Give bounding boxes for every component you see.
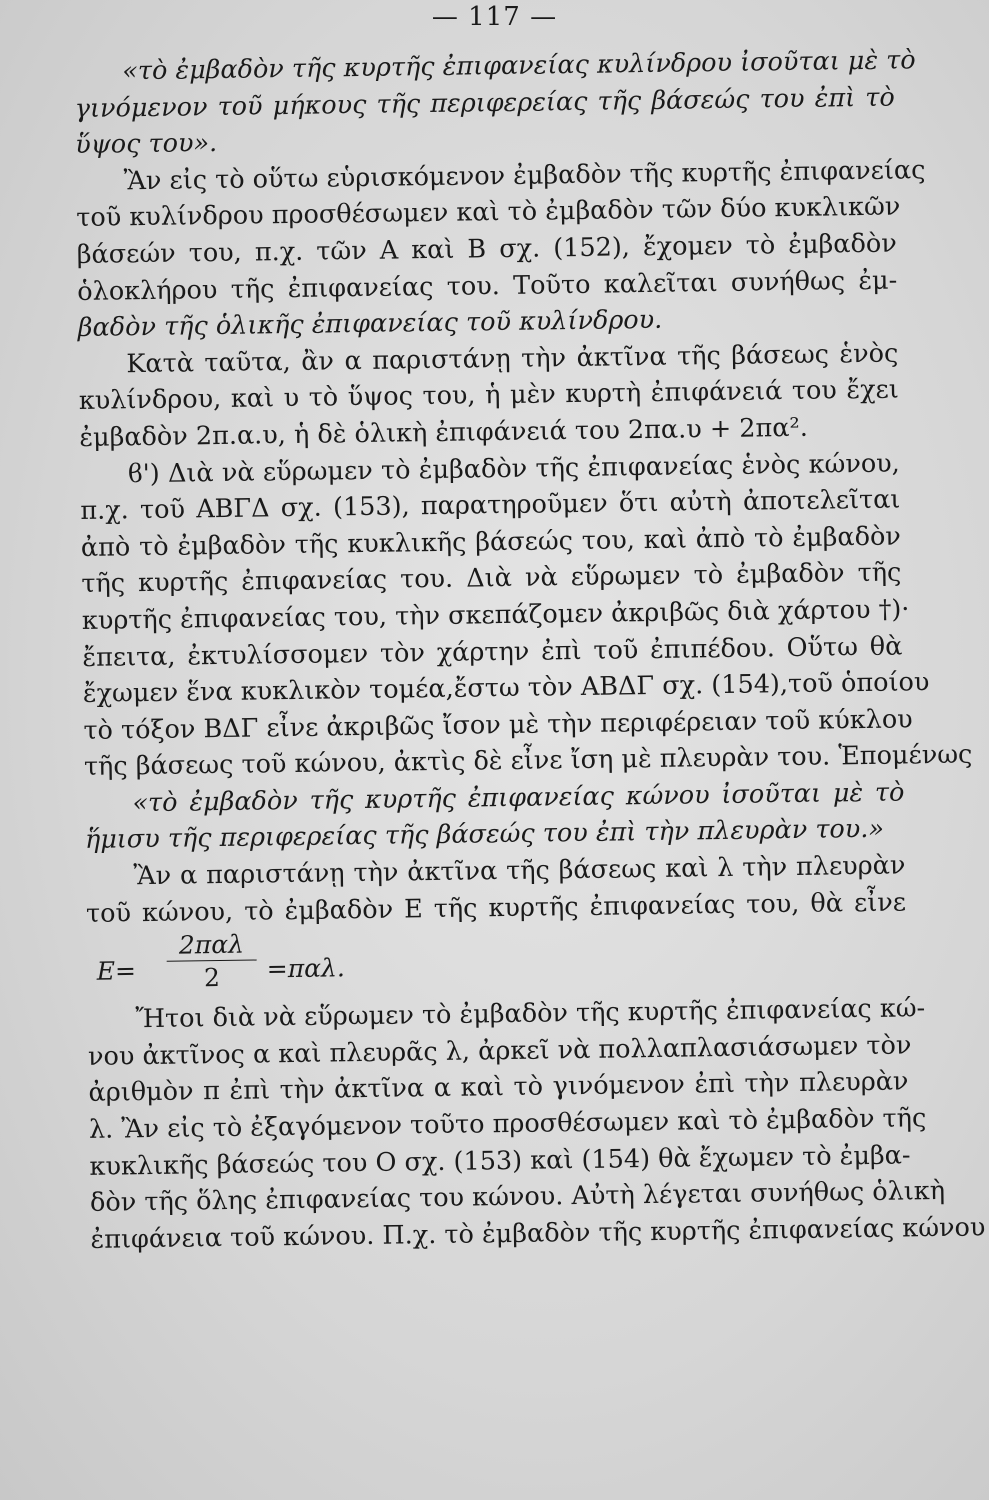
text-line: τῆς βάσεως τοῦ κώνου, ἀκτὶς δὲ εἶνε ἴση μὲ πλευρὰν του. Ἑπομένως: [83, 739, 973, 783]
text-line: Κατὰ ταῦτα, ἂν α παριστάνῃ τὴν ἀκτῖνα τῆς βάσεως ἑνὸς: [126, 338, 899, 380]
text-line: τοῦ κυλίνδρου προσθέσωμεν καὶ τὸ ἐμβαδὸν τῶν δύο κυκλικῶν: [76, 191, 901, 234]
text-line: ἀπὸ τὸ ἐμβαδὸν τῆς κυκλικῆς βάσεώς του, καὶ ἀπὸ τὸ ἐμβαδὸν: [80, 521, 902, 563]
text-line: ϐ') Διὰ νὰ εὕρωμεν τὸ ἐμβαδὸν τῆς ἐπιφανείας ἑνὸς κώνου,: [127, 448, 901, 489]
text-line: κυκλικῆς βάσεώς του Ο σχ. (153) καὶ (154) θὰ ἔχωμεν τὸ ἐμβα-: [89, 1140, 911, 1182]
text-line: Ἂν εἰς τὸ οὕτω εὑρισκόμενον ἐμβαδὸν τῆς κυρτῆς ἐπιφανείας: [123, 154, 926, 197]
text-line: γινόμενον τοῦ μήκους τῆς περιφερείας τῆς βάσεώς του ἐπὶ τὸ: [74, 82, 895, 124]
paragraphs-after-formula: [87, 991, 986, 1259]
text-line: νου ἀκτῖνος α καὶ πλευρᾶς λ, ἀρκεῖ νὰ πολλαπλασιάσωμεν τὸν: [87, 1030, 912, 1072]
text-line: ἐμβαδὸν 2π.α.υ, ἡ δὲ ὁλικὴ ἐπιφάνειά του 2πα.υ + 2πα².: [79, 412, 809, 453]
text-line: ἥμισυ τῆς περιφερείας τῆς βάσεώς του ἐπὶ τὴν πλευρὰν του.»: [84, 814, 885, 856]
formula-lhs: E=: [96, 956, 137, 987]
formula-numerator: 2παλ: [166, 930, 256, 962]
formula-denominator: 2: [203, 963, 221, 993]
paragraphs-before-formula: [74, 43, 973, 933]
text-line: ἐπιφάνεια τοῦ κώνου. Π.χ. τὸ ἐμβαδὸν τῆς κυρτῆς ἐπιφανείας κώνου: [90, 1212, 986, 1255]
text-line: ἔπειτα, ἐκτυλίσσομεν τὸν χάρτην ἐπὶ τοῦ ἐπιπέδου. Οὕτω θὰ: [82, 630, 903, 673]
page-number: — 117 —: [431, 2, 558, 32]
text-line: δὸν τῆς ὅλης ἐπιφανείας του κώνου. Αὐτὴ λέγεται συνήθως ὁλικὴ: [89, 1176, 946, 1219]
formula-rhs: =παλ.: [266, 953, 346, 984]
text-line: βαδὸν τῆς ὁλικῆς ἐπιφανείας τοῦ κυλίνδρου.: [77, 304, 663, 344]
text-line: ὕψος του».: [75, 128, 218, 161]
text-line: τὸ τόξον ΒΔΓ εἶνε ἀκριβῶς ἴσον μὲ τὴν περιφέρειαν τοῦ κύκλου: [83, 704, 913, 746]
formula: [86, 921, 907, 1002]
text-line: κυρτῆς ἐπιφανείας του, τὴν σκεπάζομεν ἀκριβῶς διὰ χάρτου †)·: [81, 594, 910, 636]
text-line: ἔχωμεν ἕνα κυκλικὸν τομέα,ἔστω τὸν ΑΒΔΓ σχ. (154),τοῦ ὁποίου: [82, 667, 930, 710]
text-line: τῆς κυρτῆς ἐπιφανείας του. Διὰ νὰ εὕρωμεν τὸ ἐμβαδὸν τῆς: [81, 557, 902, 600]
text-line: λ. Ἂν εἰς τὸ ἐξαγόμενον τοῦτο προσθέσωμεν καὶ τὸ ἐμβαδὸν τῆς: [88, 1103, 927, 1145]
text-line: π.χ. τοῦ ΑΒΓΔ σχ. (153), παρατηροῦμεν ὅτι αὐτὴ ἀποτελεῖται: [80, 484, 901, 527]
text-line: τοῦ κώνου, τὸ ἐμβαδὸν Ε τῆς κυρτῆς ἐπιφανείας του, θὰ εἶνε: [85, 887, 907, 929]
text-line: «τὸ ἐμβαδὸν τῆς κυρτῆς ἐπιφανείας κυλίνδρου ἰσοῦται μὲ τὸ: [122, 45, 916, 87]
text-line: βάσεών του, π.χ. τῶν Α καὶ Β σχ. (152), ἔχομεν τὸ ἐμβαδὸν: [76, 228, 897, 270]
text-line: ἀριθμὸν π ἐπὶ τὴν ἀκτῖνα α καὶ τὸ γινόμενον ἐπὶ τὴν πλευρὰν: [88, 1066, 909, 1109]
text-line: κυλίνδρου, καὶ υ τὸ ὕψος του, ἡ μὲν κυρτὴ ἐπιφάνειά του ἔχει: [78, 374, 899, 417]
formula-fraction: [166, 930, 257, 996]
text-line: «τὸ ἐμβαδὸν τῆς κυρτῆς ἐπιφανείας κώνου ἰσοῦται μὲ τὸ: [132, 777, 905, 819]
text-line: ὁλοκλήρου τῆς ἐπιφανείας του. Τοῦτο καλεῖται συνήθως ἐμ-: [77, 265, 898, 307]
body-text: [74, 43, 986, 1259]
text-line: Ἤτοι διὰ νὰ εὕρωμεν τὸ ἐμβαδὸν τῆς κυρτῆς ἐπιφανείας κώ-: [135, 993, 926, 1035]
text-line: Ἂν α παριστάνῃ τὴν ἀκτῖνα τῆς βάσεως καὶ λ τὴν πλευρὰν: [133, 850, 906, 892]
